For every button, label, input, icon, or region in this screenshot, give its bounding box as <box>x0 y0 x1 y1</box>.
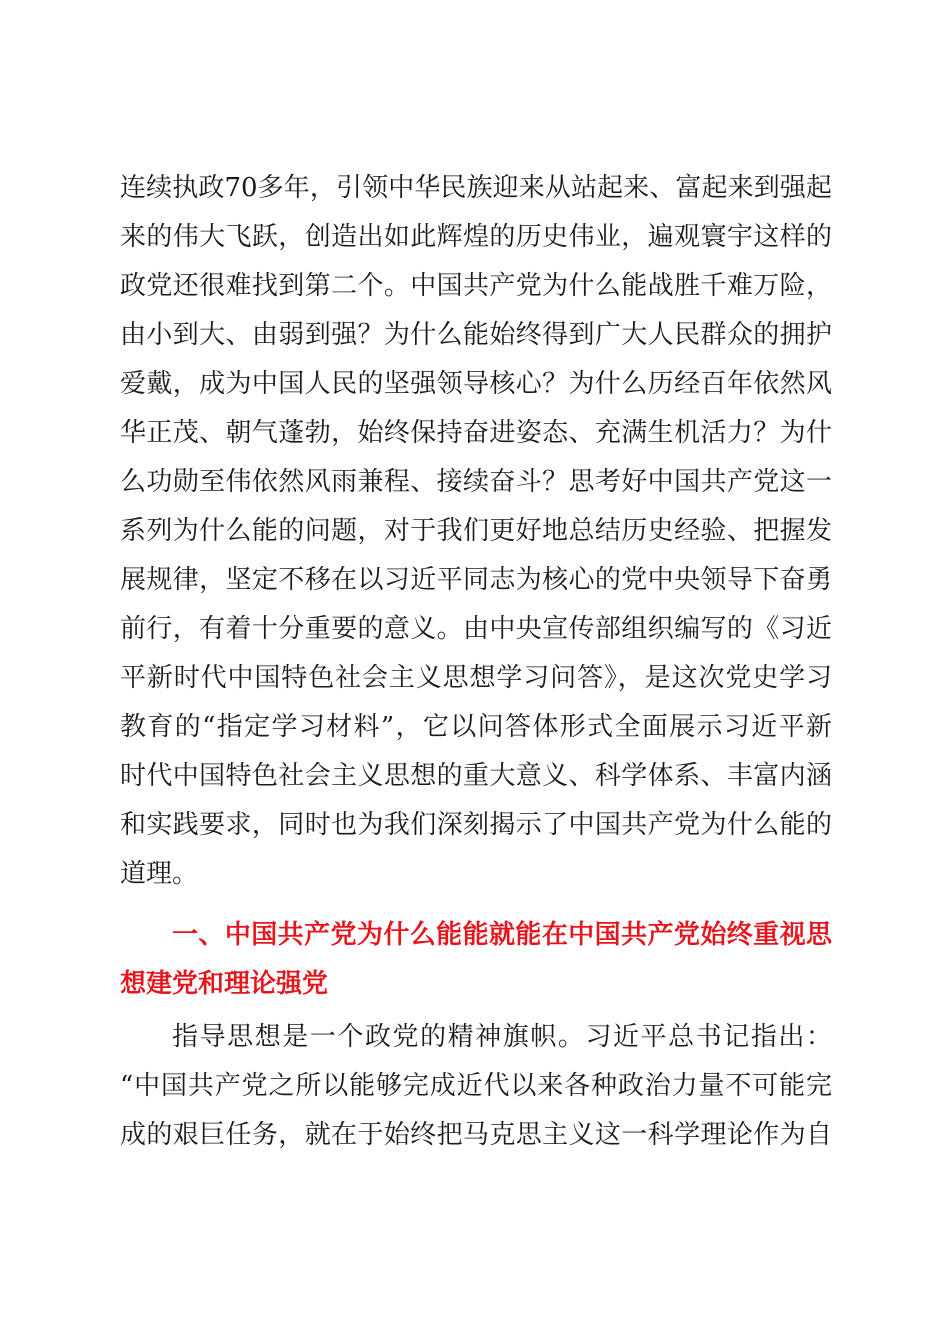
paragraph-line: 前行，有着十分重要的意义。由中央宣传部组织编写的《习近 <box>120 614 832 644</box>
paragraph-line: 成的艰巨任务，就在于始终把马克思主义这一科学理论作为自 <box>120 1120 832 1150</box>
paragraph-line: 展规律，坚定不移在以习近平同志为核心的党中央领导下奋勇 <box>120 565 832 595</box>
paragraph-line: 华正茂、朝气蓬勃，始终保持奋进姿态、充满生机活力？为什 <box>120 418 832 448</box>
paragraph-line: 道理。 <box>120 859 199 889</box>
paragraph-line: “中国共产党之所以能够完成近代以来各种政治力量不可能完 <box>120 1071 832 1101</box>
paragraph-line: 来的伟大飞跃，创造出如此辉煌的历史伟业，遍观寰宇这样的 <box>120 222 832 252</box>
paragraph-line: 系列为什么能的问题，对于我们更好地总结历史经验、把握发 <box>120 516 832 546</box>
paragraph-line: 指导思想是一个政党的精神旗帜。习近平总书记指出： <box>172 1022 832 1052</box>
paragraph-line: 么功勋至伟依然风雨兼程、接续奋斗？思考好中国共产党这一 <box>120 467 832 497</box>
paragraph-line: 教育的“指定学习材料”，它以问答体形式全面展示习近平新 <box>120 712 832 742</box>
paragraph-line: 由小到大、由弱到强？为什么能始终得到广大人民群众的拥护 <box>120 320 832 350</box>
paragraph-line: 和实践要求，同时也为我们深刻揭示了中国共产党为什么能的 <box>120 810 832 840</box>
section-heading: 一、中国共产党为什么能能就能在中国共产党始终重视思 <box>172 920 832 950</box>
section-heading: 想建党和理论强党 <box>120 969 329 999</box>
paragraph-line: 政党还很难找到第二个。中国共产党为什么能战胜千难万险， <box>120 271 832 301</box>
paragraph-line: 爱戴，成为中国人民的坚强领导核心？为什么历经百年依然风 <box>120 369 832 399</box>
paragraph-line: 连续执政70多年，引领中华民族迎来从站起来、富起来到强起 <box>120 173 832 203</box>
paragraph-line: 时代中国特色社会主义思想的重大意义、科学体系、丰富内涵 <box>120 761 832 791</box>
paragraph-line: 平新时代中国特色社会主义思想学习问答》，是这次党史学习 <box>120 663 832 693</box>
